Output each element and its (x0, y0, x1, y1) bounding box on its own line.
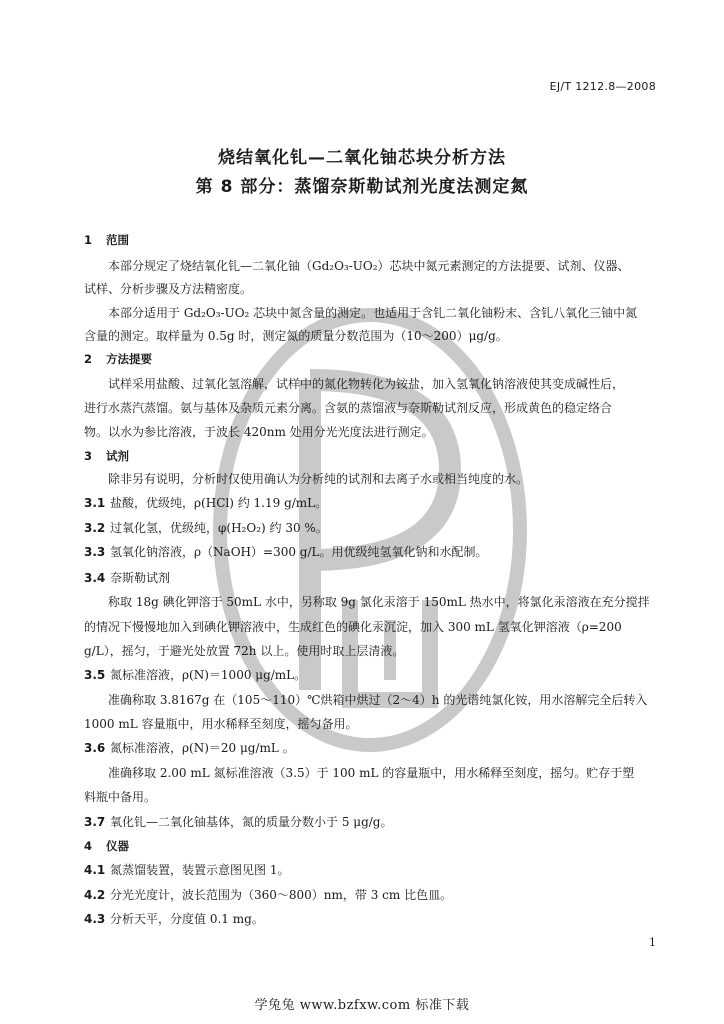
section-3-heading (84, 448, 660, 464)
item-3-2 (84, 520, 660, 536)
item-number: 3.7 (84, 815, 106, 829)
item-number: 3.5 (84, 668, 106, 682)
item-number: 3.2 (84, 521, 106, 535)
paragraph-line: 试样采用盐酸、过氧化氢溶解，试样中的氮化物转化为铵盐，加入氢氧化钠溶液使其变成碱性后， (108, 377, 625, 391)
item-number: 4.3 (84, 912, 106, 926)
item-text: 氮蒸馏装置，装置示意图见图 1。 (110, 863, 290, 877)
paragraph-line: g/L），摇匀，于避光处放置 72h 以上。使用时取上层清液。 (84, 644, 405, 658)
item-text: 氮标准溶液，ρ(N)＝1000 μg/mL。 (110, 668, 307, 682)
section-title: 范围 (106, 233, 129, 247)
paragraph-line: 的情况下慢慢地加入到碘化钾溶液中，生成红色的碘化汞沉淀，加入 300 mL 氢氧化钾溶液（ρ=200 (84, 620, 622, 634)
paragraph-line: 除非另有说明，分析时仅使用确认为分析纯的试剂和去离子水或相当纯度的水。 (108, 472, 529, 486)
item-text: 氢氧化钠溶液，ρ（NaOH）=300 g/L。用优级纯氢氧化钠和水配制。 (110, 545, 488, 559)
item-text: 分光光度计，波长范围为（360～800）nm，带 3 cm 比色皿。 (110, 888, 453, 902)
item-text: 氮标准溶液，ρ(N)＝20 μg/mL 。 (110, 741, 295, 755)
paragraph-line: 进行水蒸汽蒸馏。氨与基体及杂质元素分离。含氨的蒸馏液与奈斯勒试剂反应，形成黄色的稳定络合 (84, 401, 613, 415)
section-title: 试剂 (106, 449, 129, 463)
title-line-1: 烧结氧化钆—二氧化铀芯块分析方法 (218, 148, 506, 168)
item-3-6 (84, 740, 660, 756)
paragraph-line: 1000 mL 容量瓶中，用水稀释至刻度，摇匀备用。 (84, 717, 358, 731)
item-number: 3.3 (84, 545, 106, 559)
item-text: 氧化钆—二氧化铀基体，氮的质量分数小于 5 μg/g。 (110, 815, 393, 829)
section-2-heading (84, 351, 660, 367)
item-3-5 (84, 667, 660, 683)
section-title: 方法提要 (106, 352, 152, 366)
item-4-2 (84, 887, 660, 903)
page-number: 1 (649, 936, 656, 949)
standard-code: EJ/T 1212.8—2008 (549, 80, 656, 93)
paragraph-line: 本部分适用于 Gd₂O₃-UO₂ 芯块中氮含量的测定。也适用于含钆二氧化铀粉末、含钆八氧化三铀中氮 (108, 306, 638, 320)
item-number: 3.6 (84, 741, 106, 755)
section-number: 3 (84, 449, 93, 463)
section-number: 1 (84, 233, 93, 247)
paragraph-line: 准确移取 2.00 mL 氮标准溶液（3.5）于 100 mL 的容量瓶中，用水稀释至刻度，摇匀。贮存于塑 (108, 766, 635, 780)
section-number: 2 (84, 352, 93, 366)
item-text: 分析天平，分度值 0.1 mg。 (110, 912, 264, 926)
item-text: 过氧化氢，优级纯，φ(H₂O₂) 约 30 %。 (110, 521, 328, 535)
item-3-1 (84, 495, 660, 511)
item-text: 盐酸，优级纯，ρ(HCl) 约 1.19 g/mL。 (110, 496, 328, 510)
item-number: 3.4 (84, 571, 106, 585)
item-3-3 (84, 544, 660, 560)
paragraph-line: 本部分规定了烧结氧化钆—二氧化铀（Gd₂O₃-UO₂）芯块中氮元素测定的方法提要、试剂、仪器、 (108, 259, 630, 273)
item-number: 3.1 (84, 496, 106, 510)
paragraph-line: 物。以水为参比溶液，于波长 420nm 处用分光光度法进行测定。 (84, 425, 434, 439)
item-4-1 (84, 862, 660, 878)
section-1-heading (84, 232, 660, 248)
title-line-2: 第 8 部分：蒸馏奈斯勒试剂光度法测定氮 (195, 177, 529, 197)
paragraph-line: 含量的测定。取样量为 0.5g 时，测定氮的质量分数范围为（10～200）μg/g。 (84, 329, 508, 343)
item-number: 4.2 (84, 888, 106, 902)
item-4-3 (84, 911, 660, 927)
paragraph-line: 料瓶中备用。 (84, 790, 157, 804)
paragraph-line: 称取 18g 碘化钾溶于 50mL 水中，另称取 9g 氯化汞溶于 150mL 热水中，将氯化汞溶液在充分搅拌 (108, 595, 650, 609)
section-4-heading (84, 838, 660, 854)
item-3-7 (84, 814, 660, 830)
item-text: 奈斯勒试剂 (110, 571, 171, 585)
item-3-4 (84, 570, 660, 586)
section-title: 仪器 (106, 839, 129, 853)
item-number: 4.1 (84, 863, 106, 877)
paragraph-line: 试样、分析步骤及方法精密度。 (84, 282, 253, 296)
paragraph-line: 准确称取 3.8167g 在（105～110）℃烘箱中烘过（2～4）h 的光谱纯氯化铵，用水溶解完全后转入 (108, 693, 648, 707)
section-number: 4 (84, 839, 93, 853)
footer-text: 学兔兔 www.bzfxw.com 标准下载 (254, 998, 470, 1013)
